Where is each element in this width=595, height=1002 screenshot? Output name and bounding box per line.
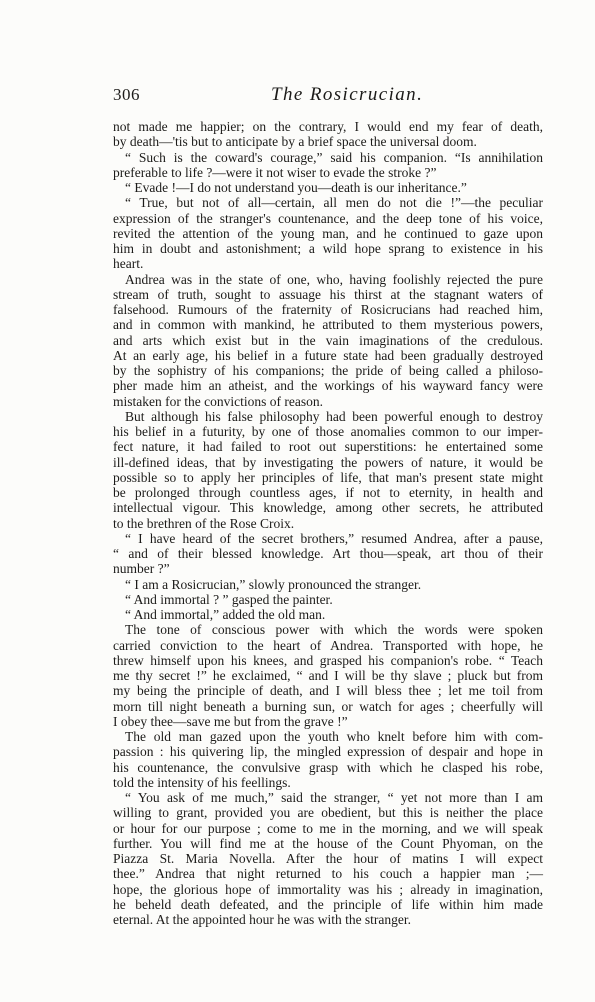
text-line: [113, 516, 543, 531]
text-line: [113, 821, 543, 836]
text-line-content: “ And immortal,” added the old man.: [125, 607, 326, 622]
text-line: [113, 561, 543, 576]
text-line: [113, 760, 543, 775]
text-line-content: mistaken for the convictions of reason.: [113, 393, 323, 409]
text-line-content: revited the attention of the young man, and he continued to gaze upon: [113, 225, 543, 241]
text-line-content: him in doubt and astonishment; a wild hope sprang to existence in his: [113, 241, 543, 256]
text-line: [113, 241, 543, 256]
text-line-content: “ I have heard of the secret brothers,” resumed Andrea, after a pause,: [125, 530, 543, 546]
page-number: 306: [113, 85, 140, 104]
text-line: [113, 409, 543, 424]
text-line: [113, 699, 543, 714]
text-line: [113, 668, 543, 683]
text-line-content: by death—'tis but to anticipate by a brief space the universal doom.: [113, 134, 477, 150]
text-line: [113, 333, 543, 348]
text-line: [113, 180, 543, 195]
text-line-content: ill-defined ideas, that by investigating the powers of nature, it would be: [113, 454, 543, 470]
text-line-content: I obey thee—save me but from the grave !”: [113, 713, 348, 729]
text-line-content: by the sophistry of his companions; the pride of being called a philoso-: [113, 363, 543, 378]
text-line-content: “ Evade !—I do not understand you—death is our inheritance.”: [125, 180, 467, 195]
text-line-content: At an early age, his belief in a future state had been gradually destroyed: [113, 347, 543, 363]
text-line-content: his countenance, the convulsive grasp with which he clasped his robe,: [113, 759, 543, 775]
text-line-content: “ I am a Rosicrucian,” slowly pronounced the stranger.: [125, 576, 422, 592]
text-line: [113, 729, 543, 744]
text-line: [113, 211, 543, 226]
text-line: [113, 866, 543, 881]
text-line-content: intellectual vigour. This knowledge, among other secrets, he attributed: [113, 500, 543, 516]
text-line-content: Piazza St. Maria Novella. After the hour of matins I will expect: [113, 851, 543, 866]
text-line-content: Andrea was in the state of one, who, having foolishly rejected the pure: [125, 271, 543, 287]
text-line-content: fect nature, it had failed to root out superstitions: he entertained some: [113, 439, 543, 455]
paragraph: [113, 531, 543, 577]
paragraph: [113, 180, 543, 195]
text-line: [113, 683, 543, 698]
text-line-content: preferable to life ?—were it not wiser to evade the stroke ?”: [113, 164, 437, 180]
text-line-content: thee.” Andrea that night returned to his couch a happier man ;—: [113, 866, 543, 882]
text-line: [113, 394, 543, 409]
text-line-content: not made me happier; on the contrary, I would end my fear of death,: [113, 119, 543, 134]
text-line: [113, 455, 543, 470]
text-line-content: carried conviction to the heart of Andrea. Transported with hope, he: [113, 637, 543, 653]
text-line-content: falsehood. Rumours of the fraternity of Rosicrucians had reached him,: [113, 302, 543, 317]
running-title: The Rosicrucian.: [271, 84, 424, 105]
paragraph: [113, 195, 543, 271]
text-line: [113, 287, 543, 302]
text-line: [113, 607, 543, 622]
text-line-content: hope, the glorious hope of immortality was his ; already in imagination,: [113, 881, 543, 897]
paragraph: [113, 790, 543, 927]
text-line-content: told the intensity of his feellings.: [113, 774, 291, 790]
text-line: [113, 485, 543, 500]
paragraph: [113, 272, 543, 409]
paragraph: [113, 592, 543, 607]
text-line-content: or hour for our purpose ; come to me in the morning, and we will speak: [113, 820, 543, 836]
text-line-content: The tone of conscious power with which the words were spoken: [125, 622, 543, 638]
text-line-content: to the brethren of the Rose Croix.: [113, 515, 295, 531]
text-line: [113, 592, 543, 607]
text-line-content: willing to grant, provided you are obedient, but this is neither the place: [113, 805, 543, 821]
text-line: [113, 744, 543, 759]
text-line: [113, 851, 543, 866]
text-line-content: his belief in a futurity, by one of those anomalies common to our imper-: [113, 424, 543, 439]
text-line: [113, 546, 543, 561]
text-line-content: “ And immortal ? ” gasped the painter.: [125, 591, 333, 607]
text-line: [113, 882, 543, 897]
text-line-content: pher made him an atheist, and the workings of his wayward fancy were: [113, 378, 543, 394]
text-line-content: further. You will find me at the house of the Count Phyoman, on the: [113, 835, 543, 851]
text-line: [113, 195, 543, 210]
paragraph: [113, 409, 543, 531]
text-line: [113, 500, 543, 515]
text-line-content: passion : his quivering lip, the mingled expression of despair and hope in: [113, 744, 543, 760]
text-line: [113, 897, 543, 912]
text-line-content: expression of the stranger's countenance, and the deep tone of his voice,: [113, 210, 543, 226]
text-line: [113, 150, 543, 165]
text-line: [113, 531, 543, 546]
text-line-content: stream of truth, sought to assuage his thirst at the stagnant waters of: [113, 286, 543, 302]
text-line: [113, 638, 543, 653]
text-line: [113, 805, 543, 820]
text-line-content: “ Such is the coward's courage,” said his companion. “Is annihilation: [125, 149, 543, 165]
paragraph: [113, 150, 543, 181]
text-line: [113, 912, 543, 927]
text-line-content: The old man gazed upon the youth who knelt before him with com-: [125, 729, 543, 744]
text-line: [113, 226, 543, 241]
text-line: [113, 119, 543, 134]
text-line-content: possible so to apply her principles of life, that man's present state might: [113, 469, 543, 485]
text-line: [113, 577, 543, 592]
text-line-content: he beheld death defeated, and the principle of life within him made: [113, 896, 543, 912]
text-line: [113, 714, 543, 729]
text-line-content: and arts which exist but in the vain imaginations of the credulous.: [113, 332, 543, 348]
text-line-content: my being the principle of death, and I will bless thee ; let me toil from: [113, 683, 543, 699]
text-line: [113, 653, 543, 668]
paragraph-continued: [113, 119, 543, 150]
text-line-content: threw himself upon his knees, and grasped his companion's robe. “ Teach: [113, 652, 543, 668]
paragraph: [113, 577, 543, 592]
text-line: [113, 836, 543, 851]
text-line: [113, 348, 543, 363]
body-text: [113, 119, 543, 927]
text-line-content: eternal. At the appointed hour he was with the stranger.: [113, 912, 412, 927]
text-line: [113, 256, 543, 271]
text-line: [113, 775, 543, 790]
text-line-content: and in common with mankind, he attributed to them mysterious powers,: [113, 317, 543, 333]
text-line: [113, 317, 543, 332]
text-line: [113, 790, 543, 805]
text-line-content: But although his false philosophy had been powerful enough to destroy: [125, 408, 543, 424]
paragraph: [113, 607, 543, 622]
text-line: [113, 165, 543, 180]
text-line: [113, 134, 543, 149]
text-line-content: “ True, but not of all—certain, all men do not die !”—the peculiar: [125, 195, 543, 211]
text-line: [113, 363, 543, 378]
text-line-content: heart.: [113, 256, 144, 272]
text-line: [113, 439, 543, 454]
paragraph: [113, 729, 543, 790]
text-line-content: “ You ask of me much,” said the stranger, “ yet not more than I am: [125, 790, 543, 805]
text-line-content: number ?”: [113, 561, 170, 577]
text-line: [113, 302, 543, 317]
text-line: [113, 378, 543, 393]
text-line-content: morn till night beneath a burning sun, or watch for ages ; cheerfully will: [113, 698, 543, 714]
text-line-content: be prolonged through countless ages, if not to eternity, in health and: [113, 485, 543, 500]
text-line: [113, 424, 543, 439]
paragraph: [113, 622, 543, 729]
text-line: [113, 470, 543, 485]
text-line: [113, 622, 543, 637]
text-line-content: me thy secret !” he exclaimed, “ and I will be thy slave ; pluck but from: [113, 668, 543, 683]
text-line-content: “ and of their blessed knowledge. Art thou—speak, art thou of their: [113, 546, 543, 561]
text-line: [113, 272, 543, 287]
